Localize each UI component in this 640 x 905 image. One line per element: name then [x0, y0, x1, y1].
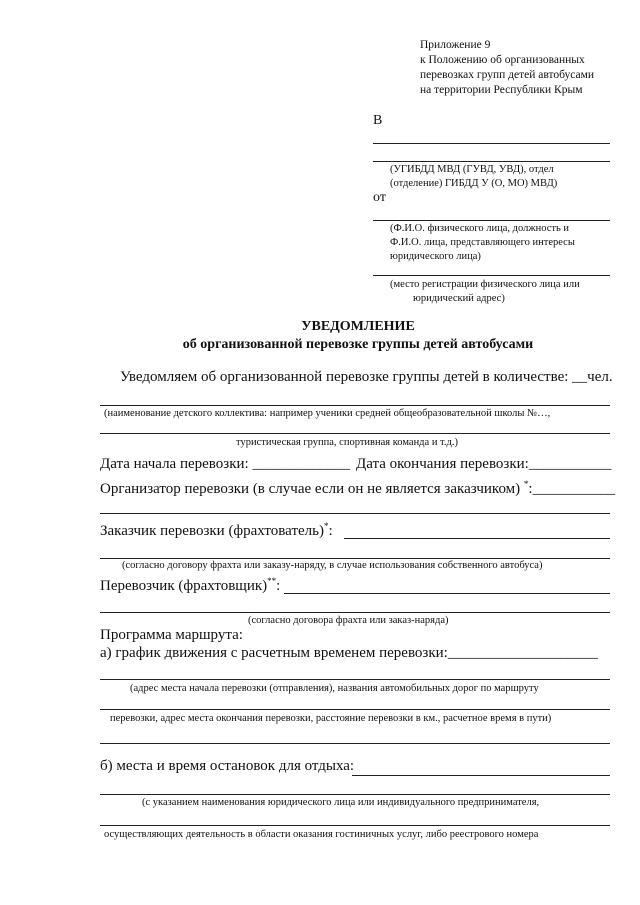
organizer-footnote-mark: * — [523, 479, 529, 489]
customer-footnote-mark: * — [323, 521, 329, 531]
carrier-caption: (согласно договора фрахта или заказ-наряда) — [248, 615, 449, 626]
customer-field[interactable] — [100, 521, 333, 540]
schedule-line-1[interactable] — [100, 679, 610, 680]
end-date-field[interactable]: Дата окончания перевозки:___________ — [356, 456, 612, 472]
organizer-fill: :___________ — [528, 481, 616, 497]
schedule-line-3[interactable] — [100, 743, 610, 744]
registration-caption-1: (место регистрации физического лица или — [390, 279, 580, 290]
stops-field[interactable]: б) места и время остановок для отдыха: — [100, 758, 355, 774]
group-caption-1: (наименование детского коллектива: например ученики средней общеобразовательной школы №…, — [104, 408, 551, 419]
group-caption-2: туристическая группа, спортивная команда и т.д.) — [236, 437, 458, 448]
schedule-caption-2: перевозки, адрес места окончания перевозки, расстояние перевозки в км., расчетное время в пути) — [110, 713, 552, 724]
customer-label: Заказчик перевозки (фрахтователь) — [100, 523, 324, 539]
carrier-label: Перевозчик (фрахтовщик) — [100, 578, 268, 594]
group-line-2[interactable] — [100, 433, 610, 434]
schedule-caption-1: (адрес места начала перевозки (отправления), названия автомобильных дорог по маршруту — [130, 683, 539, 694]
carrier-field[interactable] — [100, 576, 280, 595]
to-caption-1: (УГИБДД МВД (ГУВД, УВД), отдел — [390, 164, 554, 175]
schedule-line-2[interactable] — [100, 709, 610, 710]
stops-line-1[interactable] — [352, 775, 610, 776]
carrier-line-1[interactable] — [284, 593, 610, 594]
from-prefix: от — [373, 190, 386, 205]
to-line-1[interactable] — [373, 143, 610, 144]
group-line-1[interactable] — [100, 405, 610, 406]
document-title: УВЕДОМЛЕНИЕ — [301, 319, 415, 334]
registration-line[interactable] — [373, 275, 610, 276]
customer-line-1[interactable] — [344, 538, 610, 539]
appendix-line-1: Приложение 9 — [420, 39, 491, 51]
customer-fill: : — [328, 523, 333, 539]
stops-caption-2: осуществляющих деятельность в области оказания гостиничных услуг, либо реестрового номера — [104, 829, 539, 840]
organizer-label: Организатор перевозки (в случае если он не является заказчиком) — [100, 481, 521, 497]
carrier-footnote-mark: ** — [267, 576, 277, 586]
from-caption-3: юридического лица) — [390, 251, 481, 262]
document-subtitle: об организованной перевозке группы детей автобусами — [182, 337, 534, 352]
carrier-line-2[interactable] — [100, 612, 610, 613]
from-caption-1: (Ф.И.О. физического лица, должность и — [390, 223, 569, 234]
notify-text: Уведомляем об организованной перевозке группы детей в количестве: __чел. — [120, 369, 613, 385]
customer-line-2[interactable] — [100, 558, 610, 559]
from-caption-2: Ф.И.О. лица, представляющего интересы — [390, 237, 575, 248]
appendix-line-2: к Положению об организованных — [420, 54, 585, 66]
schedule-field[interactable]: а) график движения с расчетным временем перевозки:____________________ — [100, 645, 598, 661]
program-label: Программа маршрута: — [100, 627, 243, 643]
stops-line-2[interactable] — [100, 794, 610, 795]
customer-caption: (согласно договору фрахта или заказу-наряду, в случае использования собственного автобуса) — [122, 560, 543, 571]
stops-line-3[interactable] — [100, 825, 610, 826]
appendix-line-4: на территории Республики Крым — [420, 84, 583, 96]
carrier-fill: : — [276, 578, 281, 594]
organizer-line[interactable] — [100, 513, 610, 514]
appendix-line-3: перевозках групп детей автобусами — [420, 69, 595, 81]
stops-caption-1: (с указанием наименования юридического лица или индивидуального предпринимателя, — [142, 797, 540, 808]
registration-caption-2: юридический адрес) — [413, 293, 505, 304]
start-date-field[interactable]: Дата начала перевозки: _____________ — [100, 456, 350, 472]
to-line-2[interactable] — [373, 161, 610, 162]
organizer-field[interactable] — [100, 479, 615, 498]
to-prefix: В — [373, 113, 383, 128]
from-line[interactable] — [373, 220, 610, 221]
to-caption-2: (отделение) ГИБДД У (О, МО) МВД) — [390, 178, 558, 189]
